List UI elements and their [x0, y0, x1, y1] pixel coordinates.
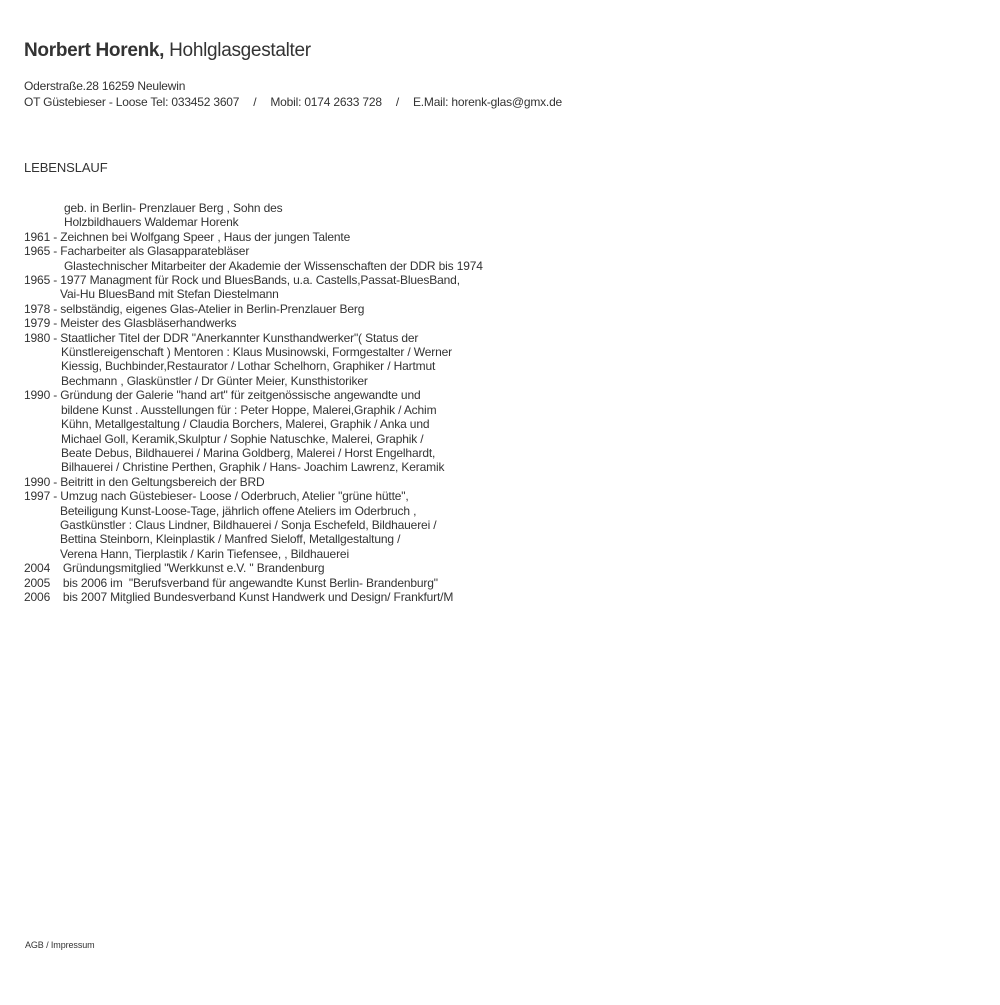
address-mobile: Mobil: 0174 2633 728 [270, 95, 382, 109]
cv-line: 1990 - Beitritt in den Geltungsbereich der BRD [24, 474, 265, 489]
cv-entry-1978 [24, 302, 483, 316]
cv-line: Bechmann , Glaskünstler / Dr Günter Meier, Kunsthistoriker [61, 373, 368, 388]
cv-line: Bilhauerei / Christine Perthen, Graphik / Hans- Joachim Lawrenz, Keramik [61, 460, 445, 475]
cv-line: Vai-Hu BluesBand mit Stefan Diestelmann [60, 287, 279, 302]
cv-entry-1980 [24, 331, 483, 389]
agb-impressum-link[interactable]: AGB / Impressum [25, 940, 95, 950]
page-title [24, 40, 311, 62]
address-phone: OT Güstebieser - Loose Tel: 033452 3607 [24, 95, 240, 109]
cv-line: 1965 - Facharbeiter als Glasapparatebläser [24, 244, 250, 259]
cv-line: 1979 - Meister des Glasbläserhandwerks [24, 316, 237, 331]
address-separator: / [253, 95, 257, 109]
cv-line: 1997 - Umzug nach Güstebieser- Loose / Oderbruch, Atelier "grüne hütte", [24, 489, 409, 504]
cv-line: 1961 - Zeichnen bei Wolfgang Speer , Haus der jungen Talente [24, 229, 351, 244]
cv-line: Beteiligung Kunst-Loose-Tage, jährlich offene Ateliers im Oderbruch , [60, 503, 417, 518]
cv-entry-1990-brd [24, 475, 483, 489]
cv-entry-1965-1977 [24, 273, 483, 302]
artist-profession: Hohlglasgestalter [169, 40, 311, 61]
cv-entry-1997 [24, 489, 483, 561]
section-heading-lebenslauf: LEBENSLAUF [24, 160, 108, 175]
cv-line: 1980 - Staatlicher Titel der DDR "Anerkannter Kunsthandwerker"( Status der [24, 330, 419, 345]
artist-name: Norbert Horenk, [24, 40, 165, 61]
cv-entry-2005 [24, 576, 483, 590]
cv-entry-2004 [24, 561, 483, 575]
cv-line: Holzbildhauers Waldemar Horenk [64, 215, 239, 230]
cv-line: Michael Goll, Keramik,Skulptur / Sophie Natuschke, Malerei, Graphik / [61, 431, 424, 446]
cv-entry-1990-galerie [24, 388, 483, 474]
cv-line: 2005 bis 2006 im "Berufsverband für angewandte Kunst Berlin- Brandenburg" [24, 575, 438, 590]
cv-line: Kühn, Metallgestaltung / Claudia Borchers, Malerei, Graphik / Anka und [61, 417, 430, 432]
cv-line: 1990 - Gründung der Galerie "hand art" für zeitgenössische angewandte und [24, 388, 421, 403]
contact-address [24, 78, 562, 110]
cv-line: Bettina Steinborn, Kleinplastik / Manfred Sieloff, Metallgestaltung / [60, 532, 401, 547]
cv-entry-1961 [24, 230, 483, 244]
cv-list [24, 201, 483, 604]
cv-line: Künstlereigenschaft ) Mentoren : Klaus Musinowski, Formgestalter / Werner [61, 345, 452, 360]
address-line-2 [24, 94, 562, 110]
cv-line: Glastechnischer Mitarbeiter der Akademie der Wissenschaften der DDR bis 1974 [64, 258, 483, 273]
cv-entry-birth [24, 201, 483, 230]
cv-line: Verena Hann, Tierplastik / Karin Tiefensee, , Bildhauerei [60, 546, 349, 561]
cv-line: Gastkünstler : Claus Lindner, Bildhauerei / Sonja Eschefeld, Bildhauerei / [60, 517, 437, 532]
address-separator: / [395, 95, 399, 109]
cv-line: 1978 - selbständig, eigenes Glas-Atelier in Berlin-Prenzlauer Berg [24, 301, 365, 316]
cv-line: bildene Kunst . Ausstellungen für : Peter Hoppe, Malerei,Graphik / Achim [61, 402, 437, 417]
cv-line: Kiessig, Buchbinder,Restaurator / Lothar Schelhorn, Graphiker / Hartmut [61, 359, 436, 374]
cv-line: 2004 Gründungsmitglied "Werkkunst e.V. " Brandenburg [24, 561, 325, 576]
cv-line: Beate Debus, Bildhauerei / Marina Goldberg, Malerei / Horst Engelhardt, [61, 445, 436, 460]
cv-line: geb. in Berlin- Prenzlauer Berg , Sohn des [64, 201, 283, 215]
cv-entry-1979 [24, 316, 483, 330]
cv-line: 2006 bis 2007 Mitglied Bundesverband Kunst Handwerk und Design/ Frankfurt/M [24, 589, 454, 604]
address-email: E.Mail: horenk-glas@gmx.de [412, 95, 563, 109]
cv-entry-1965 [24, 244, 483, 273]
cv-entry-2006 [24, 590, 483, 604]
cv-line: 1965 - 1977 Managment für Rock und BluesBands, u.a. Castells,Passat-BluesBand, [24, 273, 460, 288]
address-line-1: Oderstraße.28 16259 Neulewin [24, 79, 186, 93]
